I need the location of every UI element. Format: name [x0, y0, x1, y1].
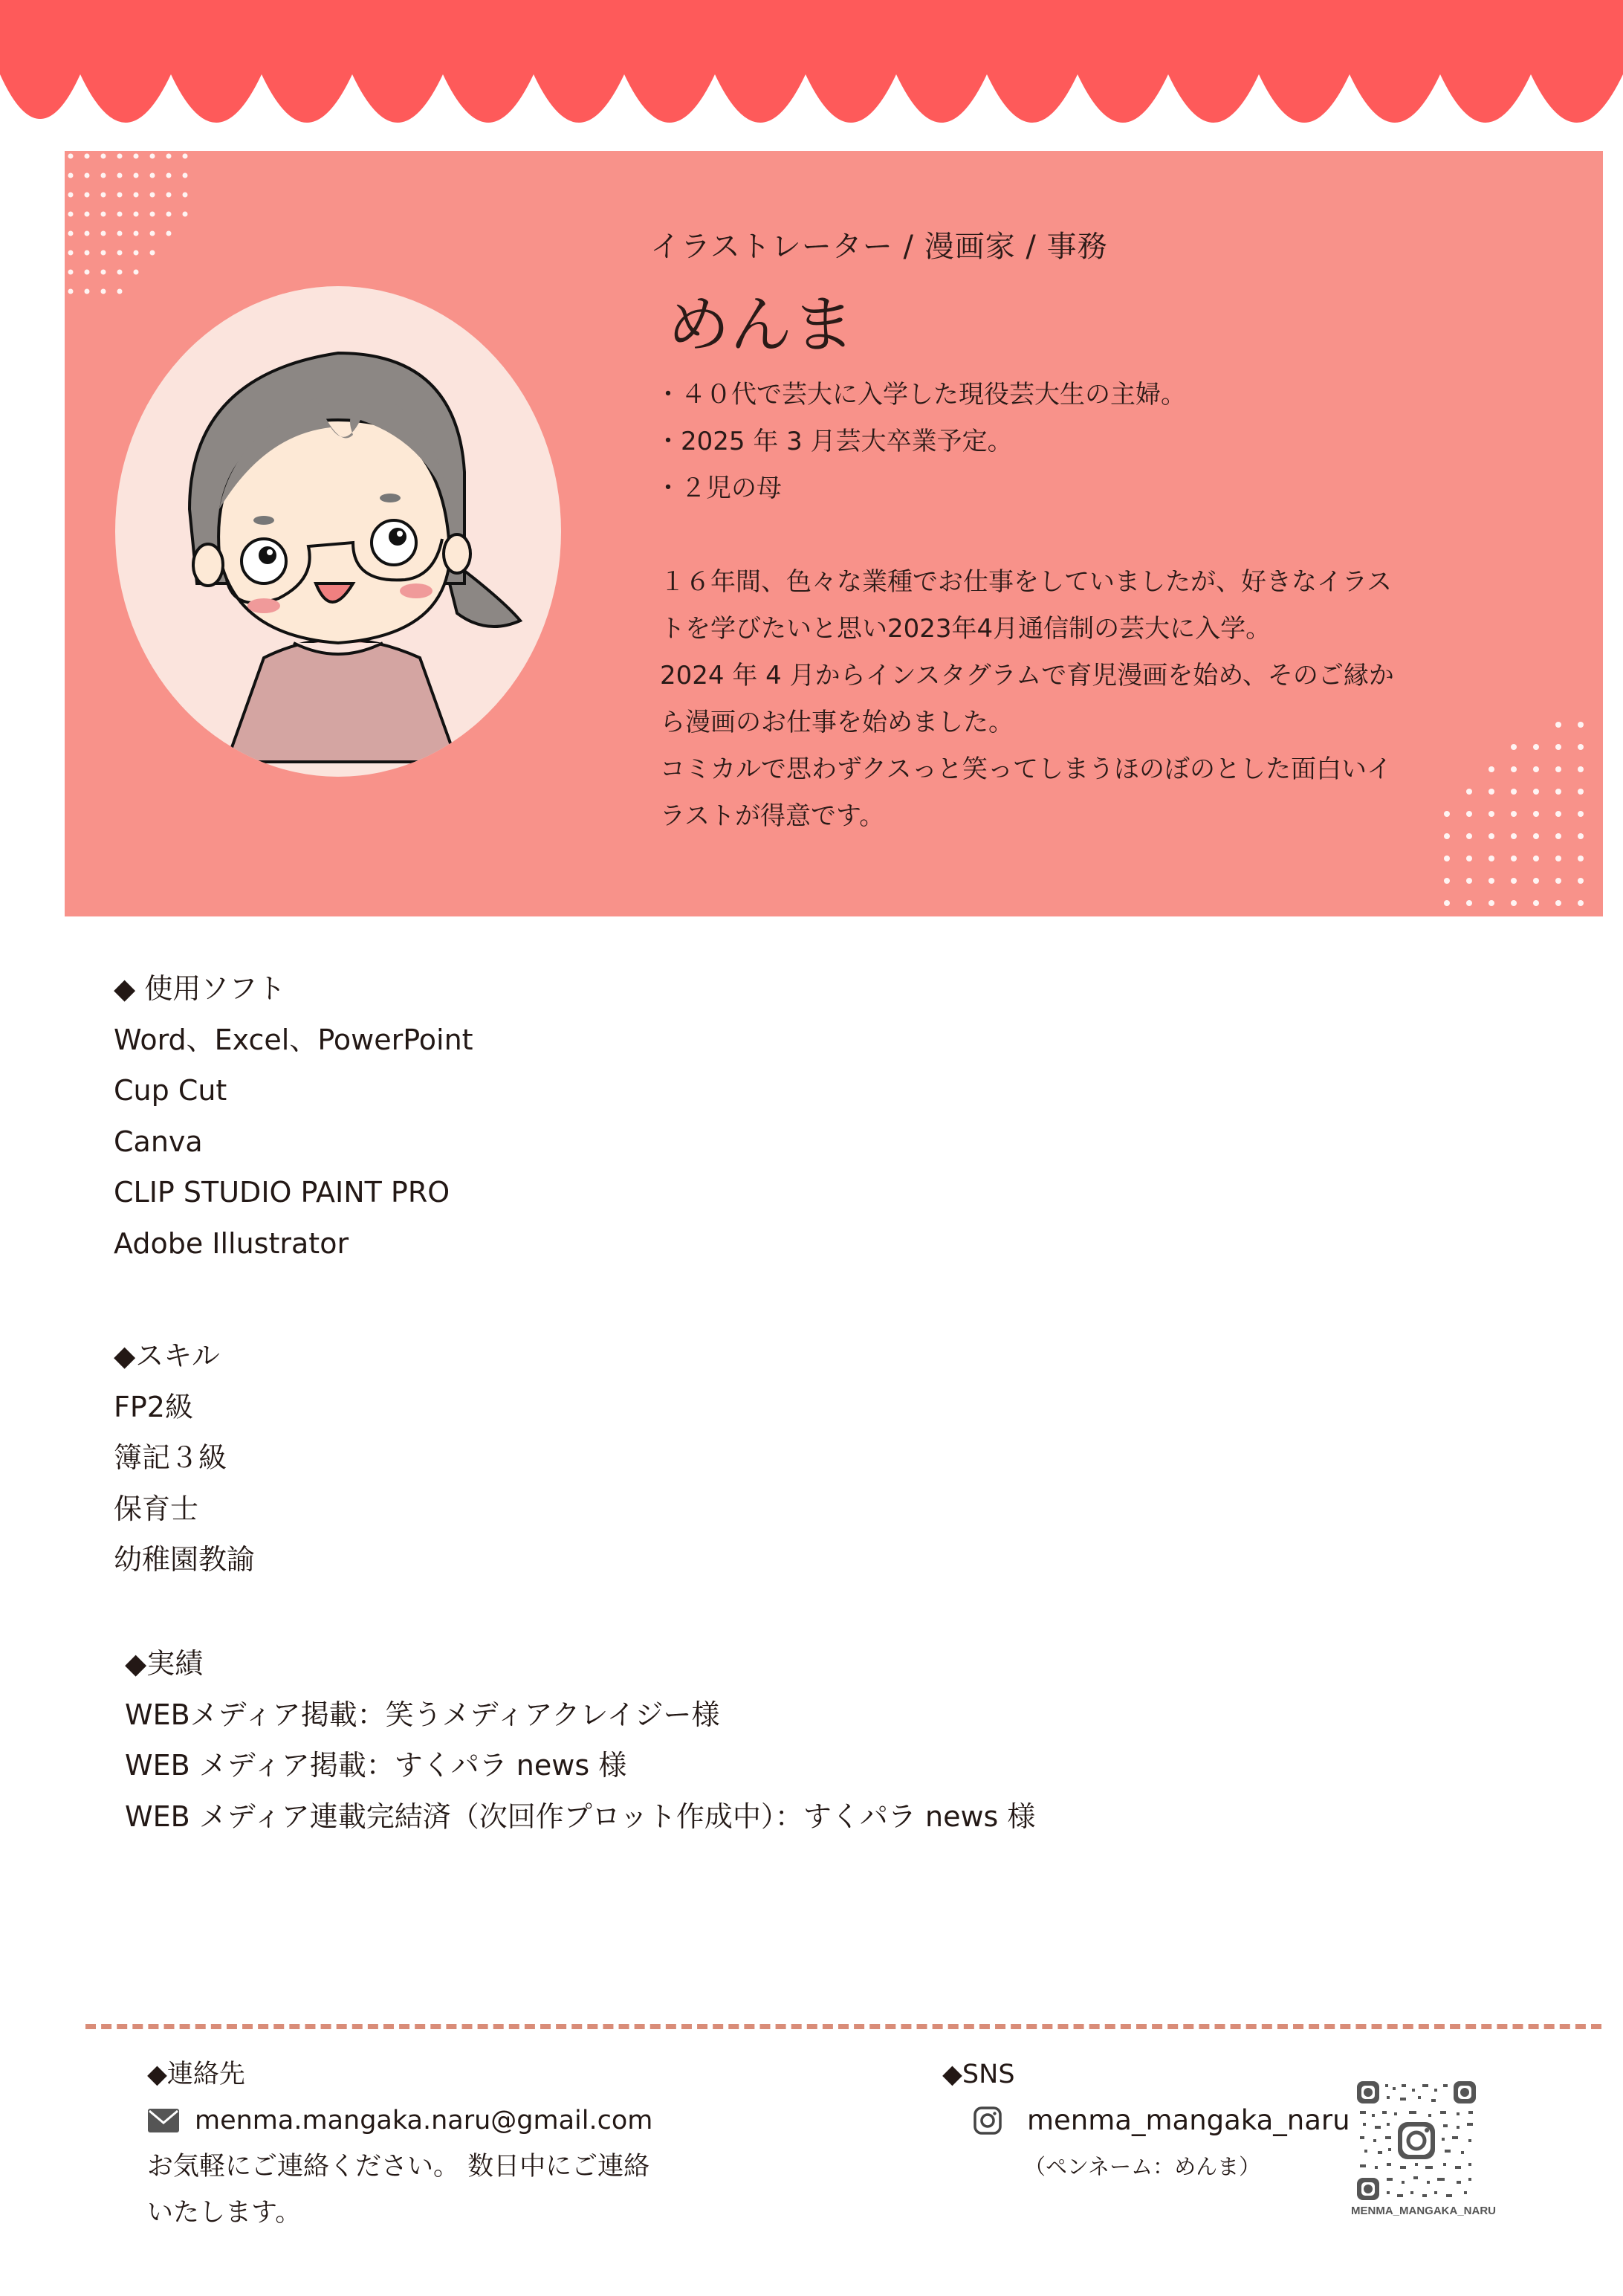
cartoon-character-illustration	[115, 286, 561, 777]
bio-line: ラストが得意です。	[660, 801, 885, 831]
achievement-item: WEBメディア掲載：笑うメディアクレイジー様	[125, 1698, 720, 1731]
instagram-row	[974, 2098, 1350, 2144]
qr-code-label: MENMA_MANGAKA_NARU	[1351, 2205, 1496, 2217]
pen-name: （ペンネーム：めんま）	[1024, 2154, 1261, 2179]
bullet-item: ・2025 年 3 月芸大卒業予定。	[655, 427, 1013, 456]
skills-section	[114, 1330, 255, 1585]
software-item: Canva	[114, 1125, 203, 1158]
job-title: イラストレーター / 漫画家 / 事務	[650, 230, 1108, 264]
profile-bio	[660, 559, 1492, 840]
section-heading: ◆連絡先	[147, 2060, 245, 2089]
profile-name: めんま	[667, 288, 855, 361]
email-row	[147, 2098, 652, 2144]
skill-item: FP2級	[114, 1390, 193, 1423]
section-heading: ◆ 使用ソフト	[114, 972, 286, 1005]
bio-line: 2024 年 4 月からインスタグラムで育児漫画を始め、そのご縁か	[660, 661, 1394, 691]
software-item: Cup Cut	[114, 1074, 227, 1107]
skill-item: 保育士	[114, 1492, 199, 1525]
dashed-divider	[85, 2024, 1601, 2029]
instagram-icon	[974, 2106, 1002, 2135]
bullet-item: ・４０代で芸大に入学した現役芸大生の主婦。	[655, 380, 1186, 410]
contact-note-line: お気軽にご連絡ください。 数日中にご連絡	[147, 2152, 650, 2182]
contact-note-line: いたします。	[147, 2198, 302, 2228]
bio-line: コミカルで思わずクスっと笑ってしまうほのぼのとした面白いイ	[660, 754, 1392, 784]
achievement-item: WEB メディア掲載：すくパラ news 様	[125, 1749, 627, 1782]
qr-code[interactable]	[1357, 2081, 1476, 2200]
bullet-item: ・２児の母	[655, 473, 782, 503]
bio-line: １６年間、色々な業種でお仕事をしていましたが、好きなイラス	[660, 567, 1392, 597]
software-section	[114, 963, 473, 1269]
software-item: Word、Excel、PowerPoint	[114, 1023, 473, 1056]
scalloped-header-decoration	[0, 0, 1623, 126]
email-link[interactable]: menma.mangaka.naru@gmail.com	[195, 2106, 653, 2135]
skill-item: 幼稚園教諭	[114, 1543, 256, 1576]
profile-bullets	[655, 372, 1186, 512]
bio-line: トを学びたいと思い2023年4月通信制の芸大に入学。	[660, 614, 1271, 644]
instagram-handle-link[interactable]: menma_mangaka_naru	[1027, 2104, 1350, 2136]
section-heading: ◆スキル	[114, 1339, 220, 1372]
skill-item: 簿記３級	[114, 1441, 227, 1474]
achievement-item: WEB メディア連載完結済（次回作プロット作成中）：すくパラ news 様	[125, 1799, 1036, 1833]
software-item: CLIP STUDIO PAINT PRO	[114, 1176, 450, 1209]
section-heading: ◆SNS	[942, 2060, 1015, 2089]
section-heading: ◆実績	[125, 1647, 204, 1680]
mail-icon	[147, 2108, 180, 2133]
contact-section	[147, 2051, 652, 2236]
sns-section	[942, 2051, 1350, 2190]
software-item: Adobe Illustrator	[114, 1226, 349, 1260]
achievements-section	[125, 1638, 1035, 1842]
avatar	[115, 286, 561, 777]
bio-line: ら漫画のお仕事を始めました。	[660, 708, 1014, 737]
